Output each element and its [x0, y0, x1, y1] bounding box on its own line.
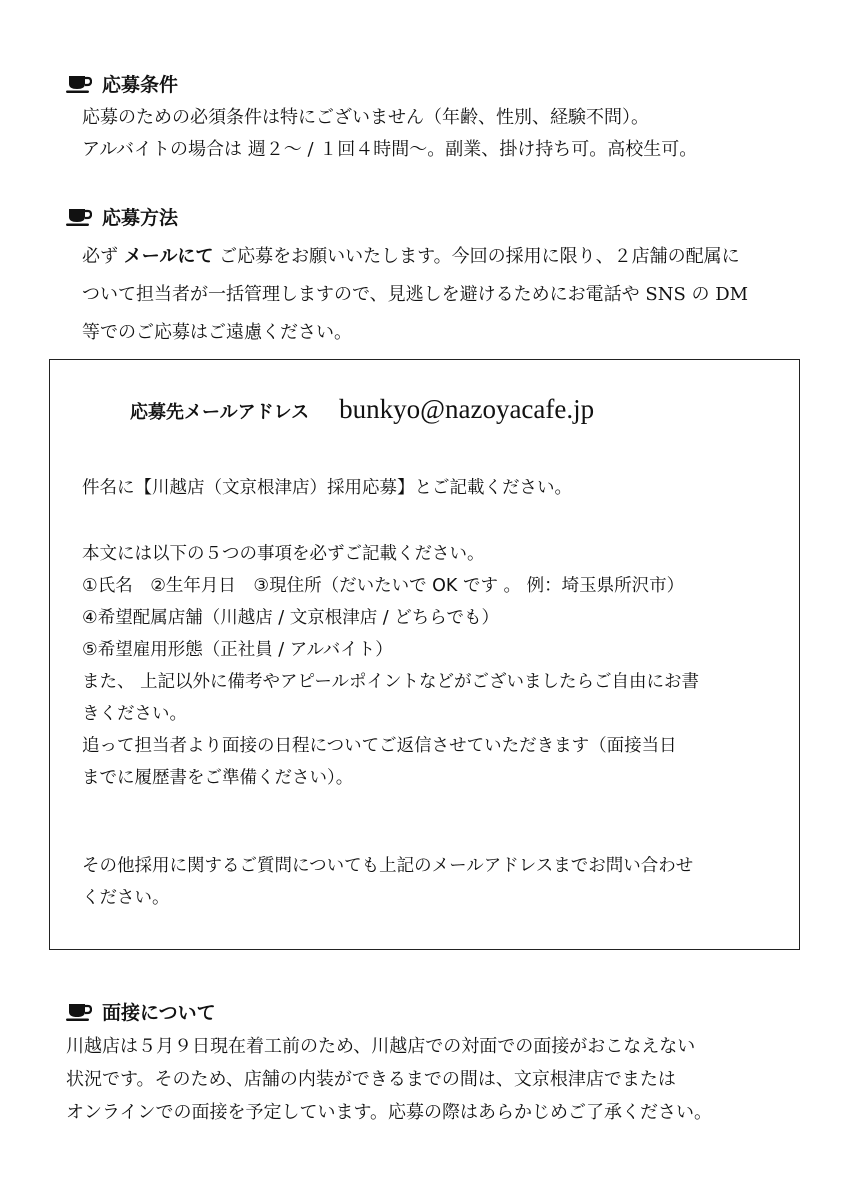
- text-span: 必ず: [82, 246, 124, 267]
- section-heading-interview: [66, 998, 216, 1025]
- text-line: までに履歴書をご準備ください）。: [82, 768, 354, 788]
- text-line: アルバイトの場合は 週２～ / １回４時間～。副業、掛け持ち可。高校生可。: [82, 139, 698, 160]
- text-line: 状況です。そのため、店舗の内装ができるまでの間は、文京根津店でまたは: [66, 1069, 676, 1090]
- method-text: [82, 238, 748, 352]
- interview-text: [66, 1030, 712, 1129]
- text-line: ④希望配属店舗（川越店 / 文京根津店 / どちらでも）: [82, 608, 500, 628]
- text-line: ください。: [82, 888, 170, 908]
- text-line: 本文には以下の５つの事項を必ずご記載ください。: [82, 544, 485, 564]
- text-line: ①氏名 ②生年月日 ③現住所（だいたいで OK です 。 例：埼玉県所沢市）: [82, 576, 685, 596]
- subject-instruction: [82, 472, 789, 504]
- closing-note: [82, 850, 789, 914]
- section-heading-requirements: [66, 70, 178, 97]
- text-span: ご応募をお願いいたします。今回の採用に限り、２店舗の配属に: [213, 246, 740, 267]
- text-line: その他採用に関するご質問についても上記のメールアドレスまでお問い合わせ: [82, 856, 694, 876]
- text-line: ついて担当者が一括管理しますので、見逃しを避けるためにお電話や SNS の DM: [82, 284, 749, 305]
- section-title: 面接について: [102, 1002, 216, 1024]
- email-address-row: [130, 394, 594, 425]
- text-line: オンラインでの面接を予定しています。応募の際はあらかじめご了承ください。: [66, 1102, 713, 1123]
- text-line: 川越店は５月９日現在着工前のため、川越店での対面での面接がおこなえない: [66, 1036, 696, 1057]
- email-address-label: 応募先メールアドレス: [130, 402, 310, 423]
- coffee-cup-icon: [66, 207, 92, 227]
- text-line: ⑤希望雇用形態（正社員 / アルバイト）: [82, 640, 393, 660]
- requirements-text: [82, 102, 697, 166]
- section-heading-method: [66, 203, 178, 230]
- body-instructions: [82, 538, 789, 794]
- section-title: 応募条件: [102, 74, 179, 96]
- email-address[interactable]: bunkyo@nazoyacafe.jp: [339, 394, 595, 424]
- text-line: 応募のための必須条件は特にございません（年齢、性別、経験不問）。: [82, 107, 649, 128]
- coffee-cup-icon: [66, 74, 92, 94]
- text-line: 件名に【川越店（文京根津店）採用応募】とご記載ください。: [82, 478, 572, 498]
- text-line: また、 上記以外に備考やアピールポイントなどがございましたらご自由にお書: [82, 672, 700, 692]
- section-title: 応募方法: [102, 207, 179, 229]
- text-line: 追って担当者より面接の日程についてご返信させていただきます（面接当日: [82, 736, 677, 756]
- text-line: [82, 238, 748, 276]
- emphasis-text: メールにて: [123, 246, 214, 267]
- email-instructions-box: [49, 359, 800, 950]
- text-line: きください。: [82, 704, 187, 724]
- text-line: 等でのご応募はご遠慮ください。: [82, 322, 352, 343]
- coffee-cup-icon: [66, 1002, 92, 1022]
